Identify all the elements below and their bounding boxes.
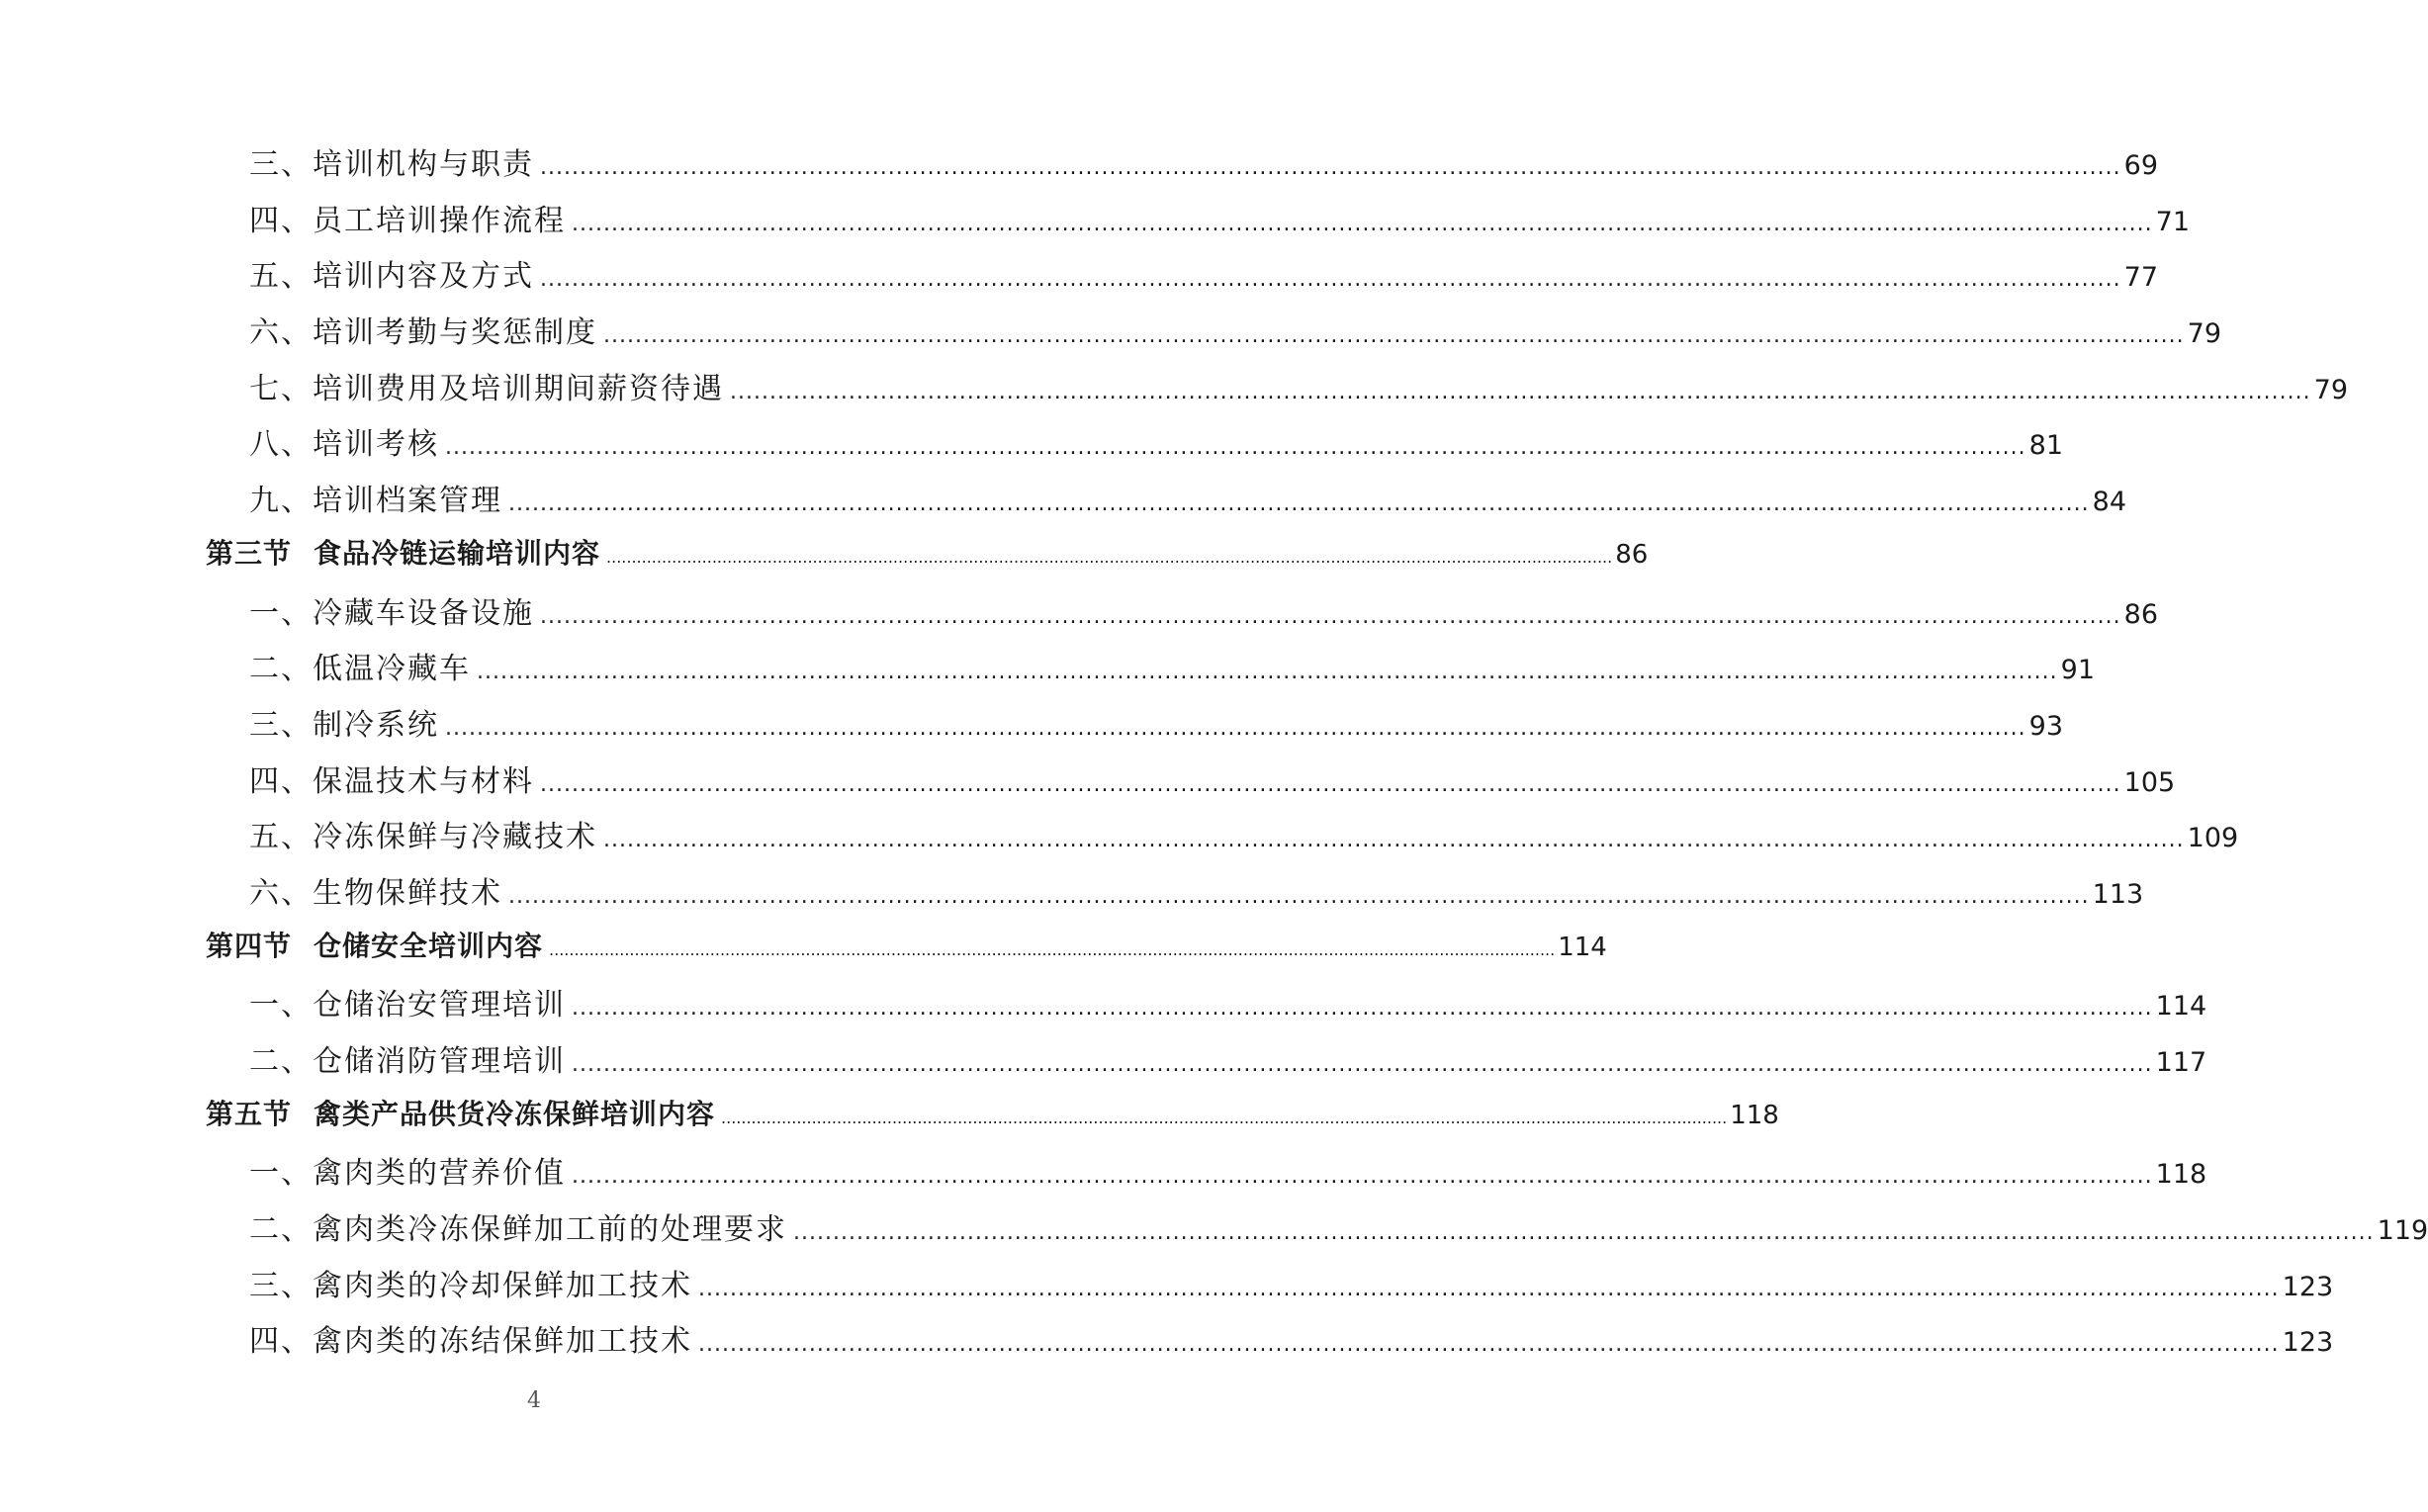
toc-entry-title [206,1093,715,1132]
toc-leader-dots: ........................................................................................................................................................................................................ [698,1332,2280,1358]
toc-entry[interactable] [0,1026,2207,1083]
toc-entry-title: 二、禽肉类冷冻保鲜加工前的处理要求 [249,1212,787,1248]
toc-section-title: 食品冷链运输培训内容 [314,536,601,570]
toc-page-number: 93 [2028,710,2063,742]
toc-entry-title: 七、培训费用及培训期间薪资待遇 [249,371,724,406]
toc-section-number: 第三节 [206,536,293,570]
toc-leader-dots: ........................................................................................................................................................................................................ [606,547,1613,567]
toc-entry-title: 四、保温技术与材料 [249,763,534,799]
toc-entry[interactable] [0,634,2095,690]
toc-page-number: 123 [2282,1327,2334,1359]
toc-leader-dots: ........................................................................................................................................................................................................ [540,155,2121,180]
toc-page-number: 77 [2123,262,2158,294]
toc-leader-dots: ........................................................................................................................................................................................................ [572,996,2153,1022]
toc-entry[interactable] [0,802,2239,858]
toc-entry-title: 四、员工培训操作流程 [249,203,566,238]
toc-entry[interactable] [0,1195,2428,1251]
toc-entry-title: 一、冷藏车设备设施 [249,595,534,631]
toc-entry[interactable] [0,130,2158,186]
toc-leader-dots: ........................................................................................................................................................................................................ [698,1276,2280,1301]
toc-entry-title: 二、低温冷藏车 [249,652,471,687]
toc-entry-title: 一、禽肉类的营养价值 [249,1156,566,1192]
toc-entry-title: 四、禽肉类的冻结保鲜加工技术 [249,1324,692,1360]
toc-leader-dots: ........................................................................................................................................................................................................ [445,435,2026,461]
toc-entry[interactable] [0,298,2221,354]
toc-entry[interactable] [0,747,2176,803]
toc-entry[interactable] [0,970,2207,1026]
toc-page-number: 71 [2155,206,2190,237]
toc-entry[interactable] [0,241,2158,298]
toc-section-entry[interactable] [0,915,1607,971]
toc-leader-dots: ........................................................................................................................................................................................................ [721,1108,1728,1127]
toc-page-number: 114 [2155,991,2207,1023]
toc-entry-title [206,925,543,964]
toc-page-number: 119 [2377,1215,2428,1247]
toc-entry-title: 三、制冷系统 [249,707,439,743]
toc-entry[interactable] [0,354,2348,410]
toc-leader-dots: ........................................................................................................................................................................................................ [540,771,2121,797]
toc-page-number: 86 [1615,539,1649,570]
toc-leader-dots: ........................................................................................................................................................................................................ [477,660,2058,685]
toc-section-title: 禽类产品供货冷冻保鲜培训内容 [314,1097,716,1130]
toc-leader-dots: ........................................................................................................................................................................................................ [603,828,2185,853]
toc-section-number: 第五节 [206,1097,293,1130]
toc-leader-dots: ........................................................................................................................................................................................................ [572,1164,2153,1190]
toc-leader-dots: ........................................................................................................................................................................................................ [793,1220,2375,1246]
toc-leader-dots: ........................................................................................................................................................................................................ [603,323,2185,349]
toc-section-entry[interactable] [0,1083,1779,1139]
toc-leader-dots: ........................................................................................................................................................................................................ [540,267,2121,293]
toc-entry[interactable] [0,409,2063,466]
toc-entry[interactable] [0,1251,2334,1307]
toc-page-number: 81 [2028,430,2063,462]
toc-leader-dots: ........................................................................................................................................................................................................ [508,491,2090,517]
toc-entry-title: 八、培训考核 [249,427,439,463]
toc-page-number: 117 [2155,1047,2207,1078]
toc-entry[interactable] [0,466,2126,522]
toc-entry-title: 二、仓储消防管理培训 [249,1044,566,1079]
toc-page-number: 109 [2187,823,2239,854]
toc-leader-dots: ........................................................................................................................................................................................................ [508,883,2090,909]
toc-section-entry[interactable] [0,522,1649,578]
toc-entry[interactable] [0,690,2063,747]
toc-page-number: 118 [1730,1100,1779,1130]
toc-page-number: 114 [1558,932,1607,962]
toc-entry[interactable] [0,858,2144,915]
toc-page-number: 86 [2123,598,2158,630]
toc-page-number: 123 [2282,1271,2334,1302]
toc-leader-dots: ........................................................................................................................................................................................................ [549,939,1556,959]
toc-leader-dots: ........................................................................................................................................................................................................ [572,211,2153,236]
toc-entry[interactable] [0,578,2158,635]
page-number: 4 [527,1388,541,1413]
toc-leader-dots: ........................................................................................................................................................................................................ [572,1052,2153,1077]
toc-page-number: 69 [2123,150,2158,181]
toc-page-number: 84 [2092,487,2126,518]
toc-entry-title: 九、培训档案管理 [249,484,502,519]
toc-leader-dots: ........................................................................................................................................................................................................ [730,379,2311,404]
toc-leader-dots: ........................................................................................................................................................................................................ [540,603,2121,629]
toc-page-number: 79 [2187,318,2221,350]
toc-entry-title [206,532,600,572]
toc-entry-title: 三、禽肉类的冷却保鲜加工技术 [249,1268,692,1303]
toc-page-number: 118 [2155,1159,2207,1191]
table-of-contents [0,130,2428,1363]
toc-entry-title: 六、培训考勤与奖惩制度 [249,315,597,351]
toc-entry-title: 六、生物保鲜技术 [249,875,502,911]
toc-section-title: 仓储安全培训内容 [314,929,544,962]
toc-page-number: 91 [2060,655,2095,686]
toc-page-number: 113 [2092,878,2144,910]
toc-entry-title: 五、培训内容及方式 [249,259,534,295]
toc-section-number: 第四节 [206,929,293,962]
toc-entry[interactable] [0,1306,2334,1363]
toc-entry-title: 一、仓储治安管理培训 [249,988,566,1023]
toc-entry-title: 三、培训机构与职责 [249,147,534,182]
toc-entry[interactable] [0,1138,2207,1195]
toc-entry-title: 五、冷冻保鲜与冷藏技术 [249,820,597,855]
toc-page-number: 105 [2123,766,2176,798]
toc-leader-dots: ........................................................................................................................................................................................................ [445,715,2026,741]
toc-entry[interactable] [0,186,2190,242]
toc-page-number: 79 [2313,374,2348,405]
